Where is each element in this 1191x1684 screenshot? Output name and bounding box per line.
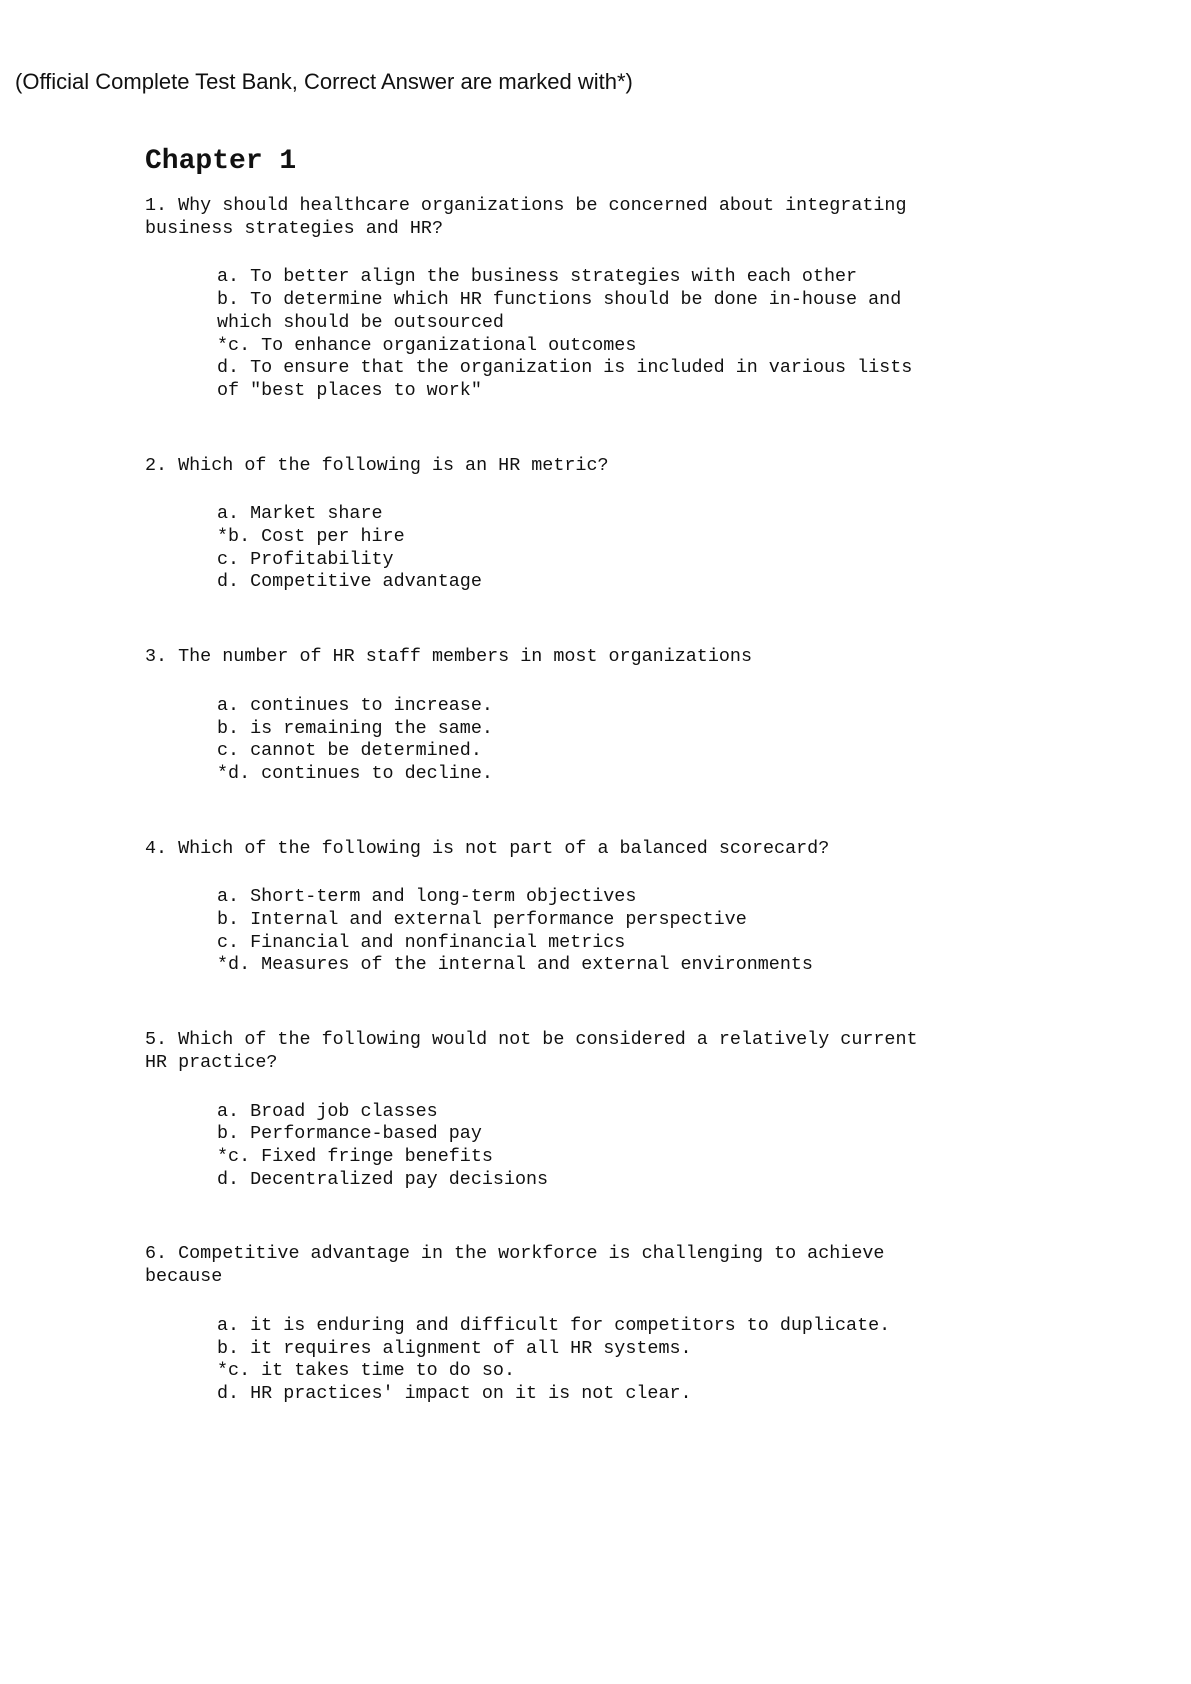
answer-option: b. it requires alignment of all HR systems. bbox=[217, 1337, 692, 1359]
answer-option: a. Market share bbox=[217, 503, 383, 525]
answer-option: d. To ensure that the organization is included in various lists of "best places to work" bbox=[217, 357, 913, 401]
answer-options bbox=[217, 503, 1145, 594]
answer-option: a. continues to increase. bbox=[217, 694, 493, 716]
question-text: 1. Why should healthcare organizations be concerned about integrating business strategies and HR? bbox=[145, 195, 907, 239]
question-3 bbox=[145, 646, 1145, 786]
answer-option: a. To better align the business strategies with each other bbox=[217, 266, 858, 288]
answer-option-correct: *d. continues to decline. bbox=[217, 762, 493, 784]
answer-option: b. is remaining the same. bbox=[217, 717, 493, 739]
answer-options bbox=[217, 1101, 1145, 1192]
answer-option: a. Short-term and long-term objectives bbox=[217, 886, 637, 908]
document-body bbox=[145, 145, 1145, 1406]
answer-option: c. cannot be determined. bbox=[217, 740, 482, 762]
answer-option: a. it is enduring and difficult for competitors to duplicate. bbox=[217, 1314, 891, 1336]
question-text: 6. Competitive advantage in the workforce is challenging to achieve because bbox=[145, 1243, 885, 1288]
answer-option-correct: *b. Cost per hire bbox=[217, 526, 405, 548]
answer-option: b. Internal and external performance perspective bbox=[217, 909, 747, 931]
question-4 bbox=[145, 838, 1145, 978]
question-text: 5. Which of the following would not be considered a relatively current HR practice? bbox=[145, 1029, 918, 1073]
answer-option-correct: *c. it takes time to do so. bbox=[217, 1360, 515, 1382]
question-text: 3. The number of HR staff members in most organizations bbox=[145, 646, 752, 668]
answer-option-correct: *c. To enhance organizational outcomes bbox=[217, 334, 637, 356]
answer-option-correct: *d. Measures of the internal and external environments bbox=[217, 954, 813, 976]
question-text: 4. Which of the following is not part of a balanced scorecard? bbox=[145, 837, 830, 859]
answer-options bbox=[217, 1315, 1145, 1406]
question-1 bbox=[145, 195, 1145, 403]
answer-option: d. HR practices' impact on it is not clear. bbox=[217, 1382, 692, 1404]
answer-options bbox=[217, 695, 1145, 786]
question-5 bbox=[145, 1029, 1145, 1191]
answer-options bbox=[217, 266, 1145, 402]
answer-option: c. Profitability bbox=[217, 548, 394, 570]
answer-options bbox=[217, 886, 1145, 977]
answer-option: d. Competitive advantage bbox=[217, 571, 482, 593]
answer-option-correct: *c. Fixed fringe benefits bbox=[217, 1145, 493, 1167]
answer-option: a. Broad job classes bbox=[217, 1100, 438, 1122]
question-6 bbox=[145, 1243, 1145, 1405]
question-text: 2. Which of the following is an HR metric? bbox=[145, 454, 609, 476]
question-2 bbox=[145, 455, 1145, 595]
page-header: (Official Complete Test Bank, Correct Answer are marked with*) bbox=[15, 69, 633, 94]
chapter-title: Chapter 1 bbox=[145, 146, 297, 177]
answer-option: c. Financial and nonfinancial metrics bbox=[217, 931, 626, 953]
answer-option: d. Decentralized pay decisions bbox=[217, 1168, 549, 1190]
answer-option: b. To determine which HR functions should be done in-house and which should be outsourced bbox=[217, 289, 902, 333]
answer-option: b. Performance-based pay bbox=[217, 1123, 482, 1145]
